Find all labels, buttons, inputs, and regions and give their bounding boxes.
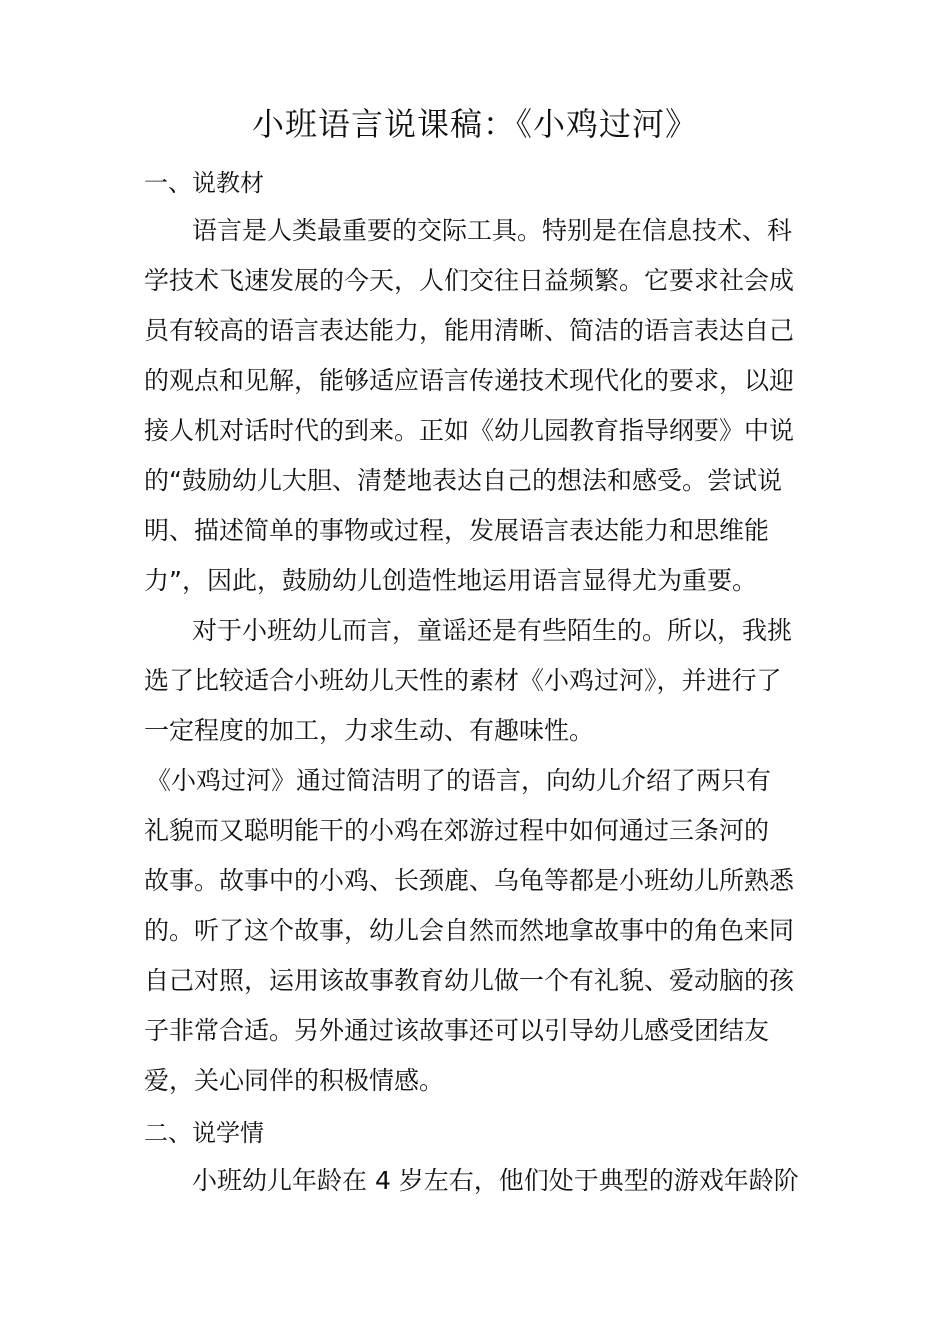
paragraph	[144, 606, 808, 756]
text-line: 爱，关心同伴的积极情感。	[144, 1066, 445, 1095]
text-line: 的“鼓励幼儿大胆、清楚地表达自己的想法和感受。尝试说	[144, 466, 782, 495]
text-line: 故事。故事中的小鸡、长颈鹿、乌龟等都是小班幼儿所熟悉	[144, 866, 795, 895]
text-line: 自己对照，运用该故事教育幼儿做一个有礼貌、爱动脑的孩	[144, 966, 795, 995]
paragraph	[144, 206, 808, 606]
section-heading: 一、说教材	[144, 169, 264, 197]
text-line: 员有较高的语言表达能力，能用清晰、简洁的语言表达自己	[144, 316, 795, 345]
text-line: 学技术飞速发展的今天，人们交往日益频繁。它要求社会成	[144, 266, 795, 295]
text-line: 明、描述简单的事物或过程，发展语言表达能力和思维能	[144, 516, 770, 545]
page-title: 小班语言说课稿：《小鸡过河》	[251, 105, 698, 143]
text-line: 接人机对话时代的到来。正如《幼儿园教育指导纲要》中说	[144, 416, 795, 445]
text-line: 对于小班幼儿而言，童谣还是有些陌生的。所以，我挑	[192, 616, 793, 645]
text-line: 的。听了这个故事，幼儿会自然而然地拿故事中的角色来同	[144, 916, 795, 945]
paragraph	[144, 1156, 808, 1206]
text-line: 子非常合适。另外通过该故事还可以引导幼儿感受团结友	[144, 1016, 770, 1045]
text-line: 小班幼儿年龄在 4 岁左右，他们处于典型的游戏年龄阶	[192, 1166, 799, 1195]
document-body	[144, 160, 808, 1206]
text-line: 语言是人类最重要的交际工具。特别是在信息技术、科	[192, 216, 793, 245]
text-line: 一定程度的加工，力求生动、有趣味性。	[144, 716, 595, 745]
text-line: 礼貌而又聪明能干的小鸡在郊游过程中如何通过三条河的	[144, 816, 770, 845]
text-line: 的观点和见解，能够适应语言传递技术现代化的要求，以迎	[144, 366, 795, 395]
text-line: 选了比较适合小班幼儿天性的素材《小鸡过河》，并进行了	[144, 666, 782, 695]
text-line: 《小鸡过河》通过简洁明了的语言，向幼儿介绍了两只有	[146, 766, 772, 795]
paragraph	[144, 756, 808, 1106]
section-heading: 二、说学情	[144, 1119, 264, 1147]
text-line: 力”，因此，鼓励幼儿创造性地运用语言显得尤为重要。	[144, 566, 757, 595]
